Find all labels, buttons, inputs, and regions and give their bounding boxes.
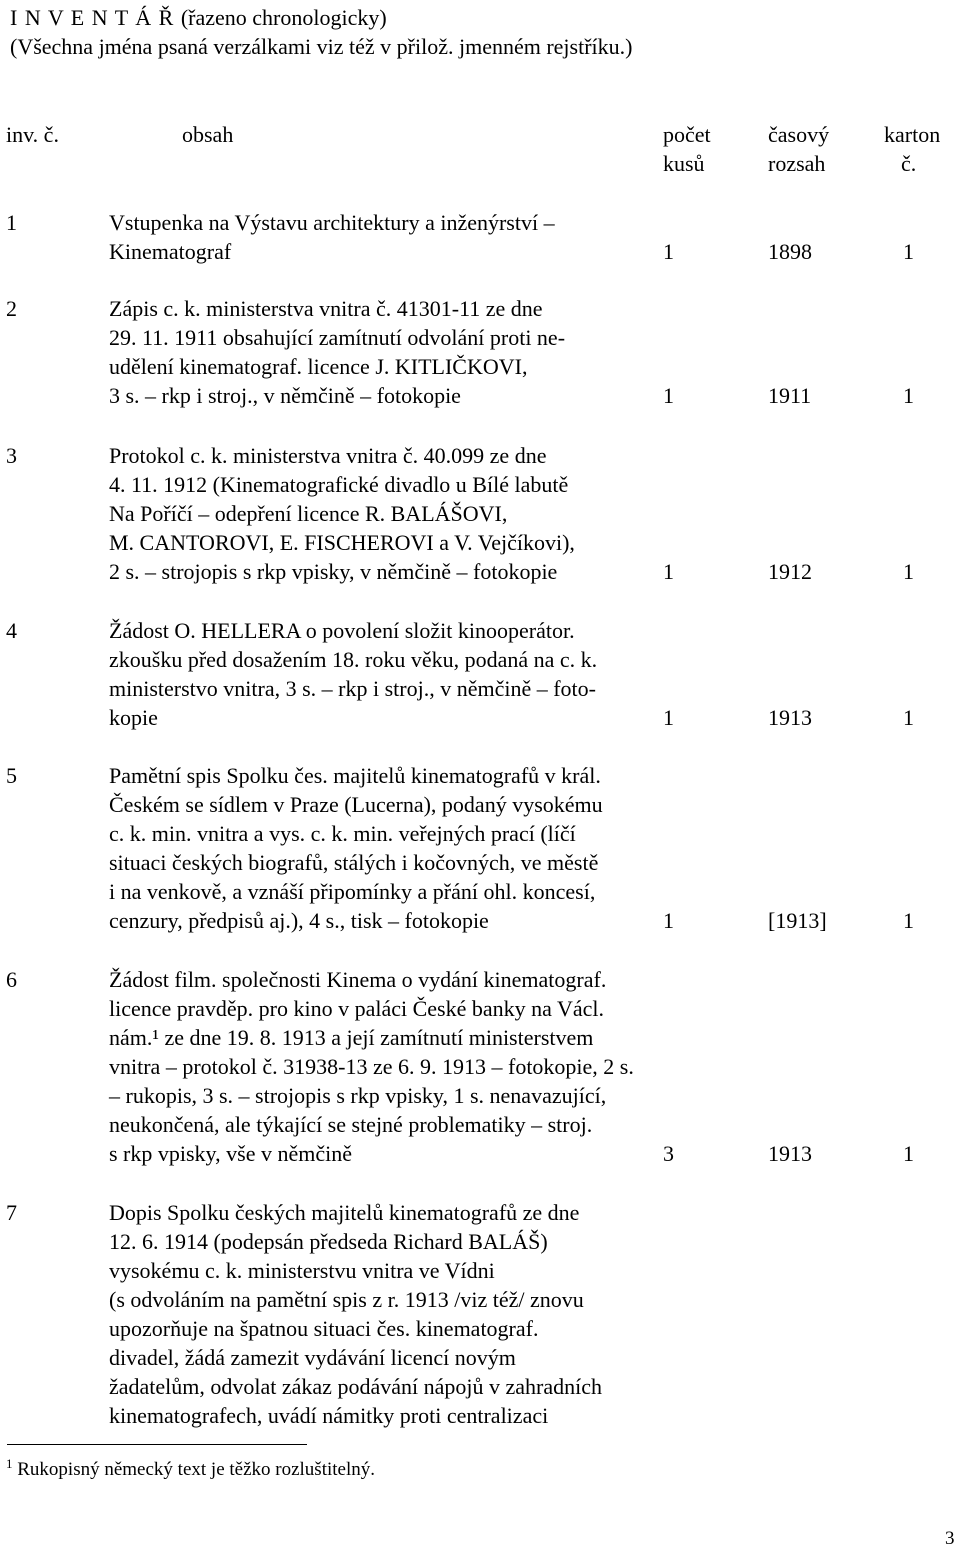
entry-number: 7 — [6, 1200, 17, 1225]
entry-line: Českém se sídlem v Praze (Lucerna), podaný vysokému — [109, 792, 603, 817]
entry-box: 1 — [903, 908, 914, 933]
column-header-count-line1: počet — [663, 122, 711, 147]
entry-description — [109, 616, 684, 732]
column-header-range-line2: rozsah — [768, 151, 826, 176]
entry-line: Vstupenka na Výstavu architektury a inženýrství – — [109, 210, 555, 235]
entry-line: licence pravděp. pro kino v paláci České banky na Václ. — [109, 996, 605, 1021]
entry-line: 2 s. – strojopis s rkp vpisky, v němčině – fotokopie — [109, 559, 558, 584]
entry-line: s rkp vpisky, vše v němčině — [109, 1141, 352, 1166]
entry-box: 1 — [903, 1141, 914, 1166]
entry-line: i na venkově, a vznáší připomínky a přání ohl. koncesí, — [109, 879, 596, 904]
column-header-inv — [6, 120, 59, 149]
entry-line: M. CANTOROVI, E. FISCHEROVI a V. Vejčíkovi), — [109, 530, 575, 555]
column-header-inv-label: inv. č. — [6, 122, 59, 147]
entry-line: upozorňuje na špatnou situaci čes. kinematograf. — [109, 1316, 539, 1341]
entry-range: 1913 — [768, 1141, 812, 1166]
page-number: 3 — [945, 1528, 955, 1549]
entry-description — [109, 965, 684, 1168]
document-title: I N V E N T Á Ř — [10, 5, 175, 30]
entry-description — [109, 208, 684, 266]
entry-line: c. k. min. vnitra a vys. c. k. min. veřejných prací (líčí — [109, 821, 576, 846]
entry-line: divadel, žádá zamezit vydávání licencí novým — [109, 1345, 516, 1370]
entry-number: 6 — [6, 967, 17, 992]
entry-line: 3 s. – rkp i stroj., v němčině – fotokopie — [109, 383, 461, 408]
entry-line: udělení kinematograf. licence J. KITLIČKOVI, — [109, 354, 528, 379]
column-header-box — [884, 120, 940, 178]
entry-description — [109, 294, 684, 410]
entry-box: 1 — [903, 239, 914, 264]
entry-line: Na Poříčí – odepření licence R. BALÁŠOVI, — [109, 501, 508, 526]
entry-range: [1913] — [768, 908, 827, 933]
footnote-mark: 1 — [6, 1456, 13, 1471]
entry-line: situaci českých biografů, stálých i kočovných, ve městě — [109, 850, 599, 875]
entry-line: 12. 6. 1914 (podepsán předseda Richard BALÁŠ) — [109, 1229, 548, 1254]
entry-number: 5 — [6, 763, 17, 788]
entry-count: 1 — [663, 239, 674, 264]
entry-line: (s odvoláním na pamětní spis z r. 1913 /viz též/ znovu — [109, 1287, 584, 1312]
entry-count: 1 — [663, 383, 674, 408]
document-subtitle: (Všechna jména psaná verzálkami viz též v přilož. jmenném rejstříku.) — [10, 34, 633, 59]
entry-line: nám.¹ ze dne 19. 8. 1913 a její zamítnutí ministerstvem — [109, 1025, 594, 1050]
entry-line: neukončená, ale týkající se stejné problematiky – stroj. — [109, 1112, 593, 1137]
entry-range: 1911 — [768, 383, 812, 408]
column-header-range-line1: časový — [768, 122, 830, 147]
entry-line: vnitra – protokol č. 31938-13 ze 6. 9. 1913 – fotokopie, 2 s. — [109, 1054, 634, 1079]
column-header-count — [663, 120, 711, 178]
document-title-line — [10, 3, 387, 32]
entry-line: ministerstvo vnitra, 3 s. – rkp i stroj., v němčině – foto- — [109, 676, 596, 701]
entry-line: – rukopis, 3 s. – strojopis s rkp vpisky, 1 s. nenavazující, — [109, 1083, 607, 1108]
column-header-count-line2: kusů — [663, 151, 705, 176]
entry-line: zkoušku před dosažením 18. roku věku, podaná na c. k. — [109, 647, 598, 672]
document-title-note: (řazeno chronologicky) — [180, 5, 387, 30]
entry-line: kinematografech, uvádí námitky proti centralizaci — [109, 1403, 549, 1428]
entry-line: 4. 11. 1912 (Kinematografické divadlo u Bílé labutě — [109, 472, 569, 497]
entry-range: 1912 — [768, 559, 812, 584]
entry-box: 1 — [903, 383, 914, 408]
entry-number: 2 — [6, 296, 17, 321]
footnote-text: Rukopisný německý text je těžko rozluštitelný. — [17, 1459, 376, 1480]
entry-line: cenzury, předpisů aj.), 4 s., tisk – fotokopie — [109, 908, 489, 933]
column-header-range — [768, 120, 829, 178]
entry-line: Protokol c. k. ministerstva vnitra č. 40.099 ze dne — [109, 443, 547, 468]
column-header-box-line1: karton — [884, 122, 941, 147]
entry-count: 1 — [663, 559, 674, 584]
entry-range: 1913 — [768, 705, 812, 730]
entry-line: kopie — [109, 705, 158, 730]
entry-box: 1 — [903, 559, 914, 584]
entry-number: 4 — [6, 618, 17, 643]
column-header-desc-label: obsah — [182, 122, 234, 147]
entry-description — [109, 761, 684, 935]
column-header-box-line2: č. — [901, 151, 917, 176]
entry-line: Dopis Spolku českých majitelů kinematografů ze dne — [109, 1200, 580, 1225]
entry-description — [109, 1198, 684, 1430]
entry-line: Pamětní spis Spolku čes. majitelů kinematografů v král. — [109, 763, 601, 788]
entry-line: Zápis c. k. ministerstva vnitra č. 41301-11 ze dne — [109, 296, 543, 321]
entry-box: 1 — [903, 705, 914, 730]
footnote-rule — [7, 1444, 307, 1445]
footnote — [6, 1458, 375, 1482]
entry-line: 29. 11. 1911 obsahující zamítnutí odvolání proti ne- — [109, 325, 566, 350]
entry-number: 1 — [6, 210, 17, 235]
entry-count: 1 — [663, 705, 674, 730]
entry-line: Kinematograf — [109, 239, 232, 264]
entry-range: 1898 — [768, 239, 812, 264]
entry-line: Žádost O. HELLERA o povolení složit kinooperátor. — [109, 618, 575, 643]
entry-description — [109, 441, 684, 586]
entry-line: Žádost film. společnosti Kinema o vydání kinematograf. — [109, 967, 607, 992]
entry-line: žadatelům, odvolat zákaz podávání nápojů v zahradních — [109, 1374, 602, 1399]
entry-line: vysokému c. k. ministerstvu vnitra ve Vídni — [109, 1258, 495, 1283]
entry-number: 3 — [6, 443, 17, 468]
column-header-desc — [182, 120, 233, 149]
entry-count: 1 — [663, 908, 674, 933]
entry-count: 3 — [663, 1141, 674, 1166]
